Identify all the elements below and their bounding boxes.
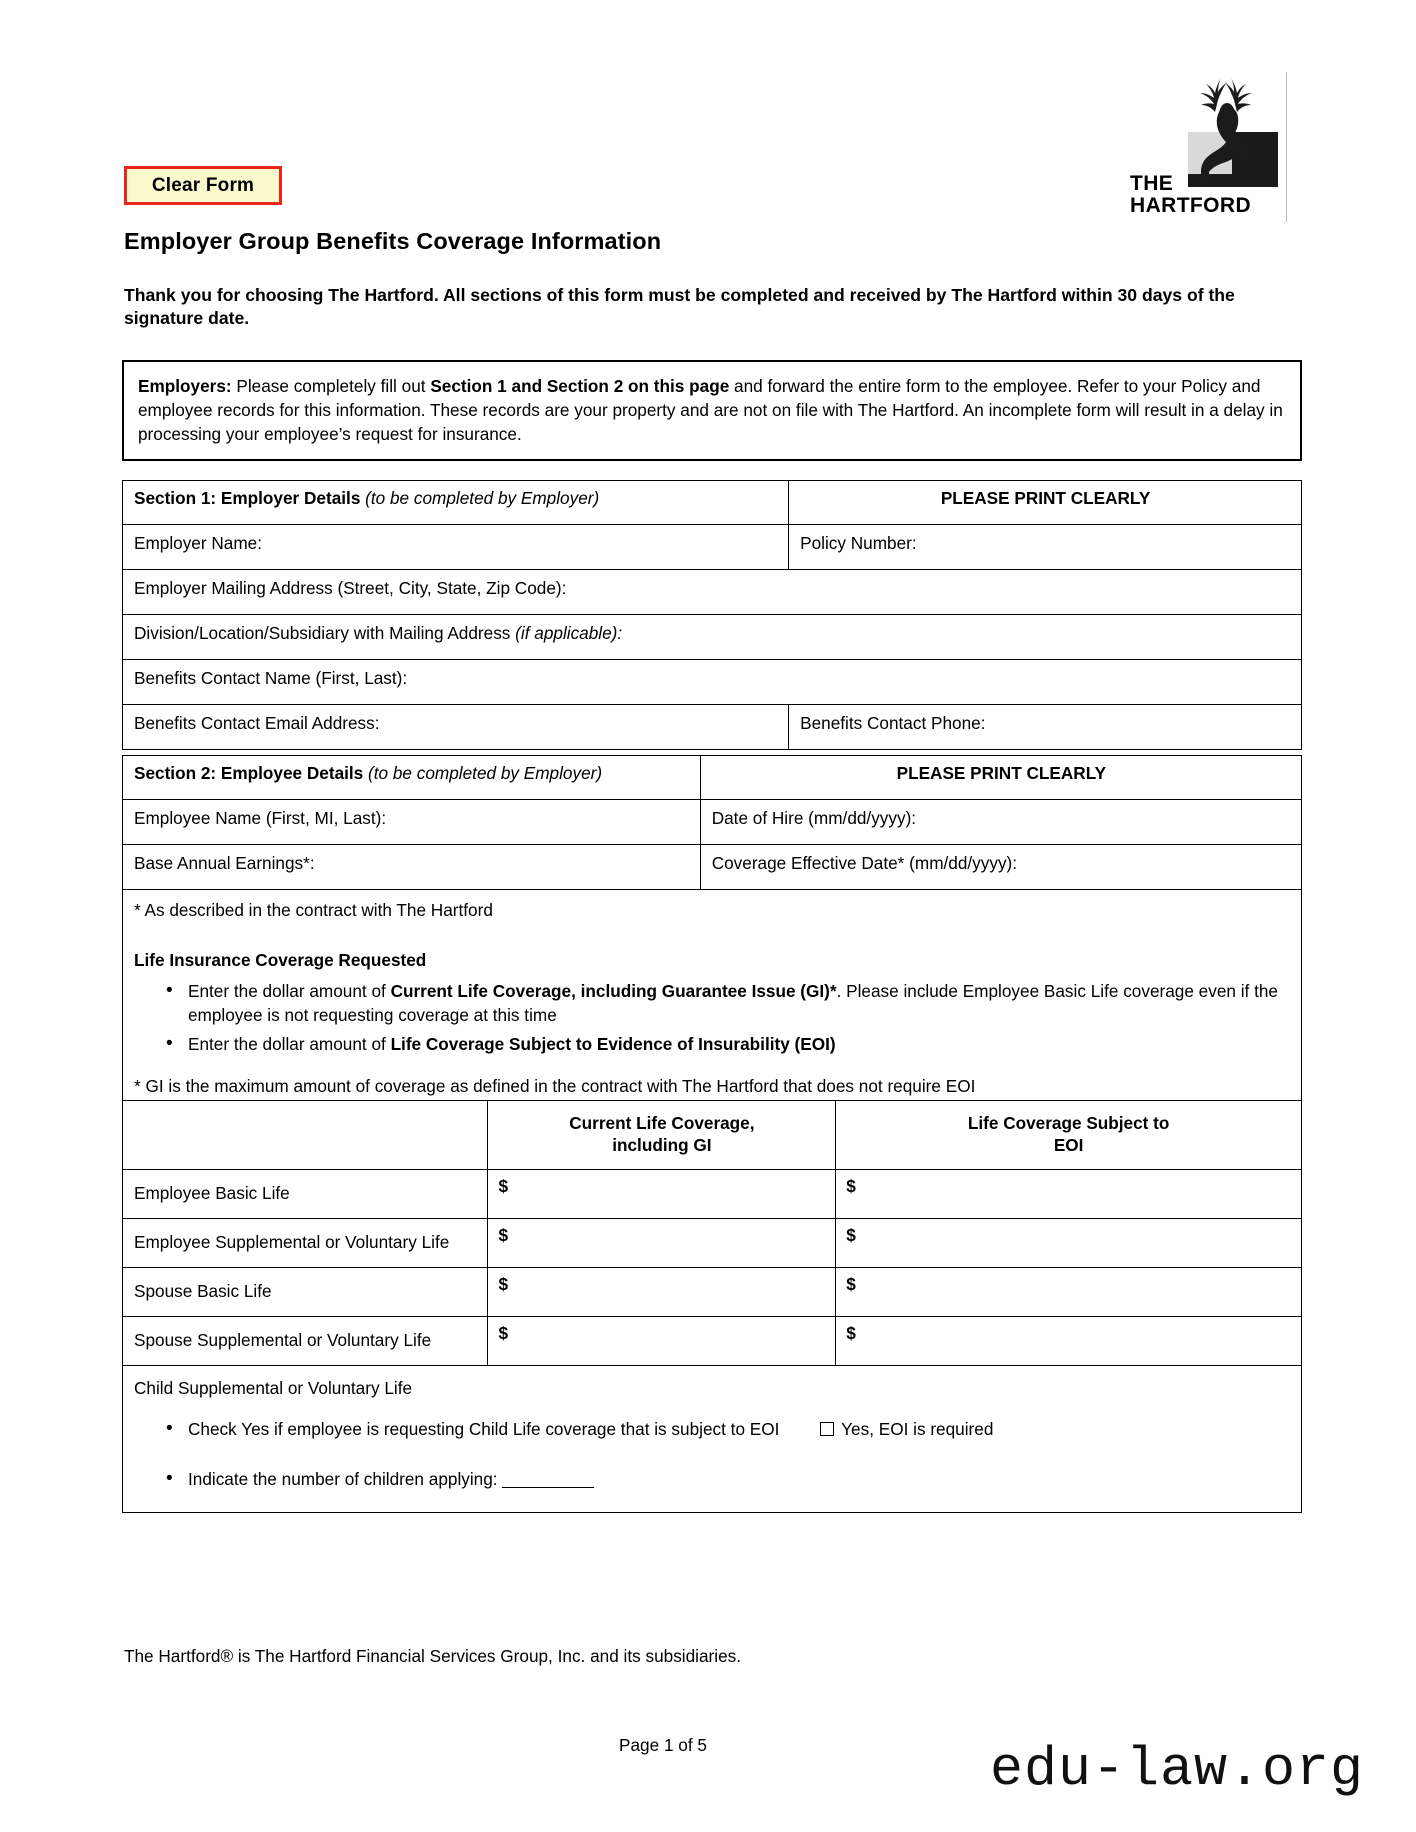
list-item — [166, 1467, 1290, 1491]
bullet-1-text-b: . Please include Employee Basic Life coverage even if the employee is not requesting coverage at this time — [188, 980, 1278, 1026]
section-2-heading-bold: Section 2: Employee Details — [134, 763, 364, 783]
clear-form-label: Clear Form — [151, 174, 255, 196]
life-coverage-amounts-table — [122, 1100, 1302, 1513]
contract-footnote: * As described in the contract with The Hartford — [134, 900, 493, 920]
hartford-logo — [1124, 72, 1287, 222]
section-2-heading — [123, 756, 701, 800]
field-benefits-contact-phone[interactable]: Benefits Contact Phone: — [789, 705, 1302, 750]
table-row — [123, 800, 1302, 845]
list-item — [166, 979, 1291, 1028]
stag-logo-icon — [1168, 72, 1278, 187]
table-row — [123, 1169, 1302, 1218]
page-number: Page 1 of 5 — [619, 1735, 707, 1755]
bullet-1-text-a: Enter the dollar amount of — [188, 980, 391, 1001]
input-spouse-basic-life-eoi[interactable]: $ — [836, 1267, 1302, 1316]
table-row — [123, 756, 1302, 800]
division-label: Division/Location/Subsidiary with Mailing Address — [134, 623, 516, 643]
life-coverage-heading: Life Insurance Coverage Requested — [134, 950, 427, 971]
field-date-of-hire[interactable]: Date of Hire (mm/dd/yyyy): — [700, 800, 1301, 845]
child-eoi-checkbox-label: Yes, EOI is required — [841, 1418, 994, 1439]
thank-you-paragraph: Thank you for choosing The Hartford. All sections of this form must be completed and received by The Hartford within 30 days of the signature date. — [124, 285, 1235, 329]
employers-text-2: and forward the entire form to the employee. Refer to your Policy and employee records for this information. These records are your property and are not on file with The Hartford. An incomplete form will result in a delay in processing your employee’s request for insurance. — [138, 376, 1283, 445]
field-division-location[interactable] — [123, 615, 1302, 660]
child-bullet-2-text: Indicate the number of children applying: — [188, 1469, 498, 1490]
coverage-col-current — [488, 1101, 836, 1170]
table-header-row — [123, 1101, 1302, 1170]
row-label-employee-basic-life: Employee Basic Life — [123, 1169, 488, 1218]
field-base-annual-earnings[interactable]: Base Annual Earnings*: — [123, 845, 701, 890]
logo-text-line-1: THE — [1130, 172, 1174, 196]
table-row — [123, 1218, 1302, 1267]
section-1-heading-italic: (to be completed by Employer) — [365, 488, 600, 508]
table-row — [123, 615, 1302, 660]
section-2-print-clearly: PLEASE PRINT CLEARLY — [700, 756, 1301, 800]
field-benefits-contact-email[interactable]: Benefits Contact Email Address: — [123, 705, 789, 750]
field-policy-number[interactable]: Policy Number: — [789, 525, 1302, 570]
child-bullet-1-text: Check Yes if employee is requesting Child Life coverage that is subject to EOI — [188, 1418, 780, 1439]
coverage-col-eoi-line1: Life Coverage Subject to — [967, 1113, 1170, 1133]
input-number-of-children[interactable] — [502, 1472, 594, 1488]
bullet-2-text-a: Enter the dollar amount of — [188, 1033, 391, 1054]
page-title: Employer Group Benefits Coverage Information — [124, 228, 662, 254]
section-2-heading-italic: (to be completed by Employer) — [368, 763, 603, 783]
section-1-print-clearly: PLEASE PRINT CLEARLY — [789, 481, 1302, 525]
input-employee-supplemental-life-current[interactable]: $ — [488, 1218, 836, 1267]
division-label-italic: (if applicable): — [515, 623, 623, 643]
bullet-1-bold: Current Life Coverage, including Guarantee Issue (GI)* — [390, 980, 837, 1001]
input-employee-basic-life-current[interactable]: $ — [488, 1169, 836, 1218]
list-item — [166, 1032, 1291, 1056]
page-header — [0, 0, 1416, 235]
checkbox-icon[interactable] — [820, 1422, 834, 1436]
clear-form-button[interactable] — [124, 166, 282, 205]
employers-instruction-box — [122, 360, 1302, 461]
field-employer-name[interactable]: Employer Name: — [123, 525, 789, 570]
life-coverage-bullet-list — [134, 979, 1291, 1056]
table-row — [123, 845, 1302, 890]
table-row — [123, 1267, 1302, 1316]
section-2-table — [122, 755, 1302, 1112]
hartford-logo-text — [1130, 173, 1251, 216]
bullet-2-bold: Life Coverage Subject to Evidence of Insurability (EOI) — [390, 1033, 836, 1054]
child-life-title: Child Supplemental or Voluntary Life — [134, 1377, 413, 1398]
section-1-heading — [123, 481, 789, 525]
coverage-col-current-line1: Current Life Coverage, — [569, 1113, 755, 1133]
table-row — [123, 525, 1302, 570]
table-row — [123, 890, 1302, 1112]
coverage-col-blank — [123, 1101, 488, 1170]
logo-text-line-2: HARTFORD — [1130, 193, 1252, 217]
table-row — [123, 1365, 1302, 1512]
table-row — [123, 481, 1302, 525]
field-benefits-contact-name[interactable]: Benefits Contact Name (First, Last): — [123, 660, 1302, 705]
table-row — [123, 705, 1302, 750]
child-life-section — [123, 1365, 1302, 1512]
gi-footnote: * GI is the maximum amount of coverage as defined in the contract with The Hartford that does not require EOI — [134, 1076, 976, 1097]
field-employer-mailing-address[interactable]: Employer Mailing Address (Street, City, State, Zip Code): — [123, 570, 1302, 615]
watermark: edu-law.org — [989, 1738, 1364, 1801]
row-label-employee-supplemental-life: Employee Supplemental or Voluntary Life — [123, 1218, 488, 1267]
coverage-col-eoi-line2: EOI — [1053, 1135, 1084, 1156]
field-coverage-effective-date[interactable]: Coverage Effective Date* (mm/dd/yyyy): — [700, 845, 1301, 890]
coverage-col-eoi — [836, 1101, 1302, 1170]
row-label-spouse-supplemental-life: Spouse Supplemental or Voluntary Life — [123, 1316, 488, 1365]
section-1-heading-bold: Section 1: Employer Details — [134, 488, 361, 508]
input-employee-supplemental-life-eoi[interactable]: $ — [836, 1218, 1302, 1267]
table-row — [123, 660, 1302, 705]
employers-text-1: Please completely fill out — [231, 376, 431, 396]
employers-bold-sections: Section 1 and Section 2 on this page — [430, 376, 730, 396]
input-spouse-supplemental-life-current[interactable]: $ — [488, 1316, 836, 1365]
employers-lead-label: Employers: — [138, 376, 232, 396]
section-1-table — [122, 480, 1302, 750]
row-label-spouse-basic-life: Spouse Basic Life — [123, 1267, 488, 1316]
input-spouse-supplemental-life-eoi[interactable]: $ — [836, 1316, 1302, 1365]
table-row — [123, 570, 1302, 615]
footer-disclaimer: The Hartford® is The Hartford Financial Services Group, Inc. and its subsidiaries. — [124, 1646, 742, 1666]
life-coverage-instructions — [123, 890, 1302, 1112]
child-life-bullet-list — [134, 1417, 1290, 1492]
coverage-col-current-line2: including GI — [612, 1135, 712, 1156]
list-item — [166, 1417, 1290, 1441]
field-employee-name[interactable]: Employee Name (First, MI, Last): — [123, 800, 701, 845]
input-spouse-basic-life-current[interactable]: $ — [488, 1267, 836, 1316]
table-row — [123, 1316, 1302, 1365]
child-eoi-checkbox-group[interactable] — [820, 1419, 993, 1439]
input-employee-basic-life-eoi[interactable]: $ — [836, 1169, 1302, 1218]
